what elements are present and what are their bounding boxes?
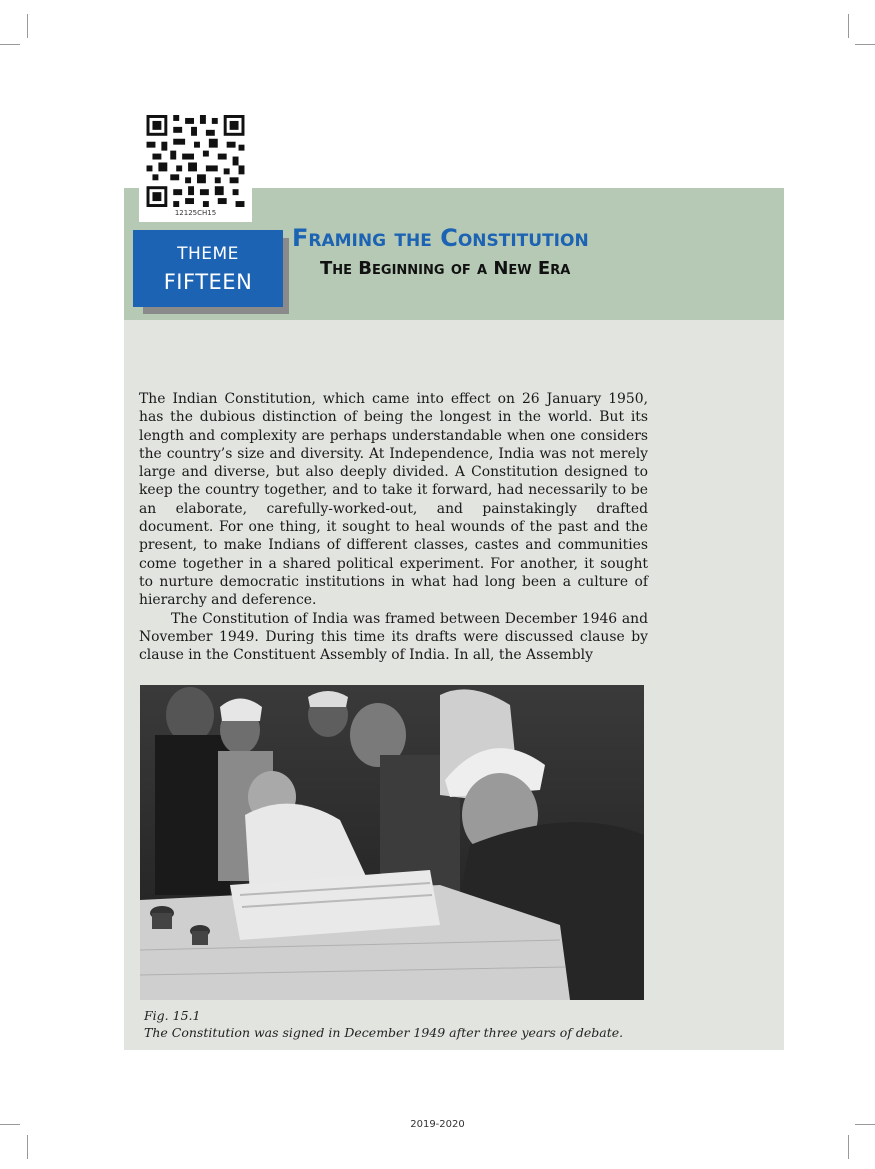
qr-code[interactable]	[139, 108, 252, 222]
body-paragraph: The Constitution of India was framed between December 1946 and November 1949. During this time its drafts were discussed clause by clause in the Constituent Assembly of India. In all, the Assembly	[139, 610, 648, 664]
theme-number: FIFTEEN	[163, 270, 253, 294]
body-text	[139, 390, 648, 664]
crop-mark	[855, 44, 875, 45]
qr-code-label: 12125CH15	[174, 209, 217, 217]
footer-year: 2019-2020	[410, 1119, 465, 1130]
crop-mark	[27, 14, 28, 38]
theme-box	[133, 230, 283, 307]
figure-photo	[140, 685, 644, 1000]
crop-mark	[27, 1135, 28, 1159]
figure-label: Fig. 15.1	[144, 1008, 201, 1023]
qr-code-icon	[146, 115, 245, 207]
theme-word: THEME	[177, 244, 239, 264]
crop-mark	[848, 14, 849, 38]
chapter-title: Framing the Constitution	[292, 224, 589, 252]
figure-caption: The Constitution was signed in December 1949 after three years of debate.	[144, 1025, 624, 1040]
body-paragraph: The Indian Constitution, which came into effect on 26 January 1950, has the dubious distinction of being the longest in the world. But its length and complexity are perhaps understandable when one considers the country’s size and diversity. At Independence, India was not merely large and diverse, but also deeply divided. A Constitution designed to keep the country together, and to take it forward, had necessarily to be an elaborate, carefully-worked-out, and painstakingly drafted document. For one thing, it sought to heal wounds of the past and the present, to make Indians of different classes, castes and communities come together in a shared political experiment. For another, it sought to nurture democratic institutions in what had long been a culture of hierarchy and deference.	[139, 391, 648, 609]
crop-mark	[848, 1135, 849, 1159]
chapter-subtitle: The Beginning of a New Era	[320, 258, 571, 279]
crop-mark	[0, 44, 20, 45]
